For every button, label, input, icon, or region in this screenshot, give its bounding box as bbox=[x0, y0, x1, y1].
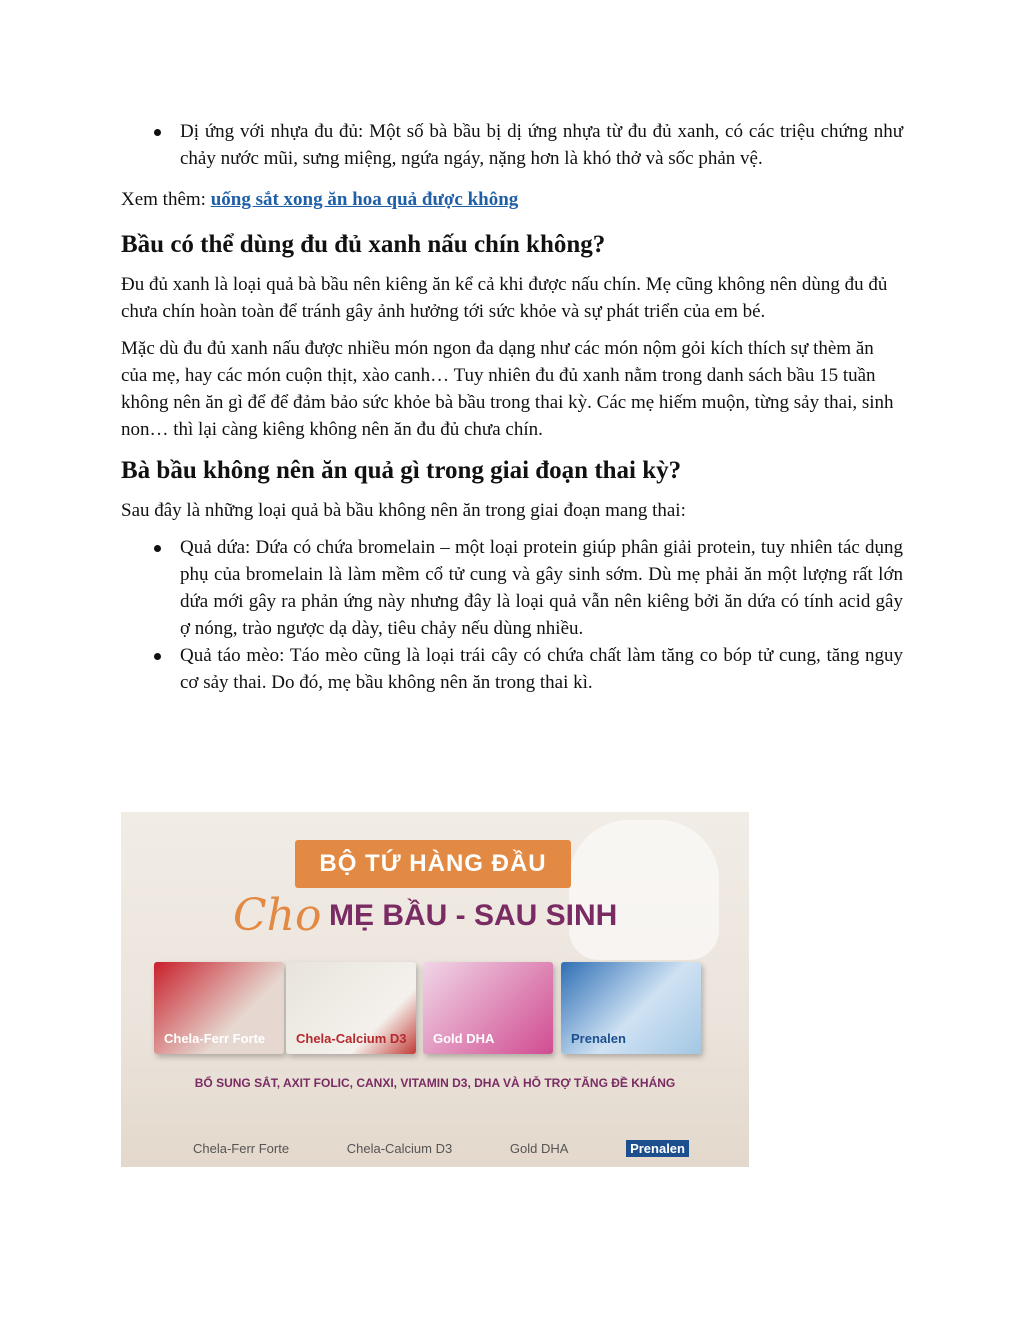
banner-subtitle: BỔ SUNG SẮT, AXIT FOLIC, CANXI, VITAMIN D3, DHA VÀ HỖ TRỢ TĂNG ĐỀ KHÁNG bbox=[194, 1076, 676, 1090]
bullet-icon bbox=[154, 653, 161, 660]
paragraph-2: Mặc dù đu đủ xanh nấu được nhiều món ngon đa dạng như các món nộm gỏi kích thích sự thèm ăn của mẹ, hay các món cuộn thịt, xào canh… Tuy nhiên đu đủ xanh nằm trong danh sách bầu 15 tuần không nên ăn gì để để đảm bảo sức khỏe bà bầu trong thai kỳ. Các mẹ hiếm muộn, từng sảy thai, sinh non… thì lại càng kiêng không nên ăn đu đủ chưa chín. bbox=[121, 338, 894, 440]
section-heading-1: Bầu có thể dùng đu đủ xanh nấu chín không? bbox=[121, 231, 606, 258]
list-item bbox=[121, 534, 903, 642]
product-box-chela-ferr bbox=[154, 962, 284, 1054]
banner-script-word: Cho bbox=[233, 890, 322, 941]
pregnant-woman-illustration bbox=[569, 820, 719, 960]
paragraph-3: Sau đây là những loại quả bà bầu không nên ăn trong giai đoạn mang thai: bbox=[121, 500, 686, 521]
document-page bbox=[121, 118, 903, 696]
product-name: Chela-Calcium D3 bbox=[296, 1031, 407, 1046]
brand-row bbox=[193, 1140, 689, 1157]
see-more-prefix: Xem thêm: bbox=[121, 189, 211, 210]
brand-logo-gold-dha: Gold DHA bbox=[509, 1141, 569, 1156]
product-name: Prenalen bbox=[571, 1031, 626, 1046]
brand-logo-chela-ferr: Chela-Ferr Forte bbox=[193, 1141, 290, 1156]
bullet-list-2 bbox=[121, 534, 903, 696]
list-item-text: Quả dứa: Dứa có chứa bromelain – một loại protein giúp phân giải protein, tuy nhiên tác dụng phụ của bromelain là làm mềm cổ tử cung và gây sinh sớm. Dù mẹ phải ăn một lượng rất lớn dứa mới gây ra phản ứng này nhưng đây là loại quả vẫn nên kiêng bởi ăn dứa có tính acid gây ợ nóng, trào ngược dạ dày, tiêu chảy nếu dùng nhiều. bbox=[180, 537, 903, 639]
banner-tag: BỘ TỨ HÀNG ĐẦU bbox=[295, 840, 571, 888]
paragraph-1: Đu đủ xanh là loại quả bà bầu nên kiêng ăn kể cả khi được nấu chín. Mẹ cũng không nên dùng đu đủ chưa chín hoàn toàn để tránh gây ảnh hưởng tới sức khỏe và sự phát triển của em bé. bbox=[121, 274, 888, 322]
list-item-text: Quả táo mèo: Táo mèo cũng là loại trái cây có chứa chất làm tăng co bóp tử cung, tăng nguy cơ sảy thai. Do đó, mẹ bầu không nên ăn trong thai kì. bbox=[180, 645, 903, 693]
section-heading-2: Bà bầu không nên ăn quả gì trong giai đoạn thai kỳ? bbox=[121, 457, 682, 484]
product-name: Chela-Ferr Forte bbox=[164, 1031, 266, 1046]
product-box-chela-calcium bbox=[286, 962, 416, 1054]
product-box-gold-dha bbox=[423, 962, 553, 1054]
bullet-list-1 bbox=[121, 118, 903, 172]
list-item-text: Dị ứng với nhựa đu đủ: Một số bà bầu bị dị ứng nhựa từ đu đủ xanh, có các triệu chứng như chảy nước mũi, sưng miệng, ngứa ngáy, nặng hơn là khó thở và sốc phản vệ. bbox=[180, 121, 903, 169]
product-name: Gold DHA bbox=[433, 1031, 495, 1046]
list-item bbox=[121, 642, 903, 696]
see-more-line bbox=[121, 186, 903, 213]
bullet-icon bbox=[154, 545, 161, 552]
banner-title: MẸ BẦU - SAU SINH bbox=[329, 899, 618, 932]
product-banner-image bbox=[121, 812, 749, 1167]
product-box-prenalen bbox=[561, 962, 701, 1054]
bullet-icon bbox=[154, 129, 161, 136]
see-more-link[interactable]: uống sắt xong ăn hoa quả được không bbox=[210, 189, 519, 210]
brand-logo-chela-calcium: Chela-Calcium D3 bbox=[346, 1141, 453, 1156]
brand-logo-prenalen: Prenalen bbox=[626, 1140, 689, 1157]
list-item bbox=[121, 118, 903, 172]
